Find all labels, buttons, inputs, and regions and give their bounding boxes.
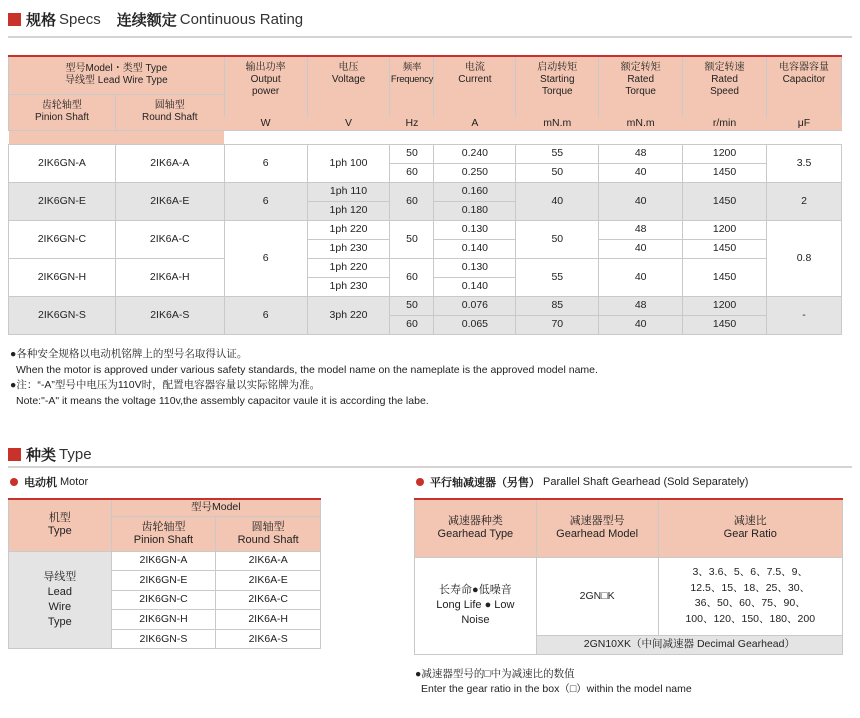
gearhead-label — [416, 474, 748, 490]
header-current-cn: 电流 — [464, 62, 485, 73]
frequency: 50 — [390, 220, 434, 258]
model-pinion: 2IK6GN-A — [111, 551, 216, 571]
voltage: 1ph 120 — [307, 201, 390, 220]
rated-torque: 40 — [599, 258, 683, 296]
rated-speed: 1450 — [683, 315, 767, 334]
current: 0.076 — [434, 296, 516, 315]
gear-ratio-line: 100、120、150、180、200 — [685, 612, 816, 625]
header-pinion-cn: 齿轮轴型 — [141, 520, 186, 533]
rated-torque: 48 — [599, 296, 683, 315]
model-pinion: 2IK6GN-S — [111, 629, 216, 649]
table-row — [9, 220, 842, 239]
capacitor: - — [766, 296, 841, 334]
header-voltage-en: Voltage — [331, 74, 366, 85]
header-model-cn: 型号Model・类型 Type — [65, 63, 168, 75]
header-pinion-en: Pinion Shaft — [34, 112, 89, 123]
model-pinion: 2IK6GN-A — [9, 144, 116, 182]
type-title-en: Type — [59, 446, 92, 463]
current: 0.250 — [434, 163, 516, 182]
type-en-3: Type — [47, 615, 72, 628]
voltage: 1ph 100 — [307, 144, 390, 182]
specs-heading — [8, 9, 303, 30]
gear-type-en-1: Long Life ● Low — [436, 599, 515, 611]
rated-speed: 1450 — [683, 239, 767, 258]
unit-rtorque: mN.m — [599, 116, 683, 130]
note-2-cn: ●注：“-A”型号中电压为110V时，配置电容器容量以实际铭牌为准。 — [10, 379, 321, 391]
voltage: 1ph 220 — [307, 258, 390, 277]
frequency: 60 — [390, 163, 434, 182]
header-round-en: Round Shaft — [141, 112, 198, 123]
starting-torque: 40 — [516, 182, 599, 220]
table-row — [9, 258, 842, 277]
motor-type-table — [8, 498, 321, 649]
model-pinion: 2IK6GN-C — [9, 220, 116, 258]
voltage: 1ph 220 — [307, 220, 390, 239]
model-round: 2IK6A-C — [216, 590, 321, 610]
specs-notes — [10, 347, 598, 409]
starting-torque: 55 — [516, 144, 599, 163]
frequency: 50 — [390, 296, 434, 315]
rated-torque: 40 — [599, 182, 683, 220]
frequency: 60 — [390, 182, 434, 220]
header-gear-model-cn: 减速器型号 — [569, 515, 625, 528]
rated-speed: 1450 — [683, 182, 767, 220]
gear-ratio-line: 3、3.6、5、6、7.5、9、 — [692, 566, 809, 578]
rated-torque: 40 — [599, 239, 683, 258]
model-round: 2IK6A-A — [115, 144, 224, 182]
frequency: 50 — [390, 144, 434, 163]
header-model-en: 导线型 Lead Wire Type — [65, 75, 168, 87]
header-rspeed-en1: Rated — [711, 74, 738, 85]
current: 0.065 — [434, 315, 516, 334]
current: 0.130 — [434, 258, 516, 277]
capacitor: 2 — [766, 182, 841, 220]
frequency: 60 — [390, 315, 434, 334]
decimal-gearhead: 2GN10XK（中间减速器 Decimal Gearhead） — [536, 635, 842, 654]
table-row — [415, 557, 843, 635]
output-power: 6 — [224, 296, 307, 334]
header-start-en1: Starting — [540, 74, 575, 85]
unit-rspeed: r/min — [683, 116, 767, 130]
header-rspeed-cn: 额定转速 — [704, 62, 745, 73]
model-round: 2IK6A-A — [216, 551, 321, 571]
capacitor: 3.5 — [766, 144, 841, 182]
starting-torque: 55 — [516, 258, 599, 296]
header-cap-cn: 电容器容量 — [778, 62, 829, 73]
starting-torque: 85 — [516, 296, 599, 315]
model-pinion: 2IK6GN-C — [111, 590, 216, 610]
header-gear-ratio-en: Gear Ratio — [723, 528, 777, 541]
frequency: 60 — [390, 258, 434, 296]
starting-torque: 50 — [516, 163, 599, 182]
rated-torque: 48 — [599, 144, 683, 163]
unit-hz: Hz — [390, 116, 434, 130]
header-rspeed-en2: Speed — [710, 86, 739, 97]
model-round: 2IK6A-E — [115, 182, 224, 220]
header-output-en2: power — [252, 86, 280, 97]
section-divider — [8, 36, 852, 38]
model-round: 2IK6A-S — [115, 296, 224, 334]
header-rtorque-en1: Rated — [627, 74, 655, 85]
current: 0.140 — [434, 277, 516, 296]
model-pinion: 2IK6GN-E — [111, 571, 216, 591]
header-start-cn: 启动转矩 — [537, 62, 578, 73]
gear-model: 2GN□K — [536, 557, 658, 635]
voltage: 1ph 110 — [307, 182, 390, 201]
bullet-dot-icon — [10, 478, 18, 486]
header-current-en: Current — [458, 74, 492, 85]
header-type-cn: 机型 — [48, 512, 71, 525]
type-en-2: Wire — [48, 600, 72, 613]
note-1-cn: ●各种安全规格以电动机铭牌上的型号名取得认证。 — [10, 348, 248, 360]
gearhead-table — [414, 498, 843, 655]
table-row — [9, 182, 842, 201]
header-start-en2: Torque — [542, 86, 573, 97]
starting-torque: 50 — [516, 220, 599, 258]
current: 0.180 — [434, 201, 516, 220]
rated-speed: 1200 — [683, 220, 767, 239]
section-marker-icon — [8, 13, 21, 26]
gearhead-label-cn: 平行轴减速器（另售） — [430, 477, 540, 489]
table-row — [9, 551, 321, 571]
current: 0.130 — [434, 220, 516, 239]
current: 0.240 — [434, 144, 516, 163]
capacitor: 0.8 — [766, 220, 841, 296]
output-power: 6 — [224, 182, 307, 220]
header-type-en: Type — [47, 525, 72, 538]
header-freq-en: Frequency — [390, 74, 434, 85]
gear-ratio-note — [415, 667, 692, 697]
model-round: 2IK6A-C — [115, 220, 224, 258]
gear-type-cn: 长寿命●低噪音 — [439, 584, 512, 596]
gear-ratio-line: 12.5、15、18、25、30、 — [690, 581, 811, 594]
rated-speed: 1200 — [683, 296, 767, 315]
note-1-en: When the motor is approved under various safety standards, the model name on the nameplate is the approved model name. — [16, 363, 598, 376]
header-gear-type-cn: 减速器种类 — [447, 515, 503, 528]
unit-start: mN.m — [516, 116, 599, 130]
voltage: 1ph 230 — [307, 277, 390, 296]
table-row — [9, 296, 842, 315]
specs-subtitle-en: Continuous Rating — [179, 11, 304, 28]
specs-table — [8, 55, 842, 335]
model-round: 2IK6A-H — [115, 258, 224, 296]
unit-cap: μF — [766, 116, 841, 130]
motor-label-cn: 电动机 — [24, 477, 57, 489]
header-output-cn: 输出功率 — [245, 62, 286, 73]
unit-a: A — [434, 116, 516, 130]
type-heading — [8, 444, 92, 465]
header-round-cn: 圆轴型 — [154, 100, 185, 111]
model-round: 2IK6A-H — [216, 610, 321, 630]
output-power: 6 — [224, 144, 307, 182]
specs-subtitle-cn: 连续额定 — [116, 12, 177, 29]
model-round: 2IK6A-E — [216, 571, 321, 591]
header-rtorque-en2: Torque — [625, 86, 656, 97]
rated-speed: 1200 — [683, 144, 767, 163]
motor-label — [10, 474, 88, 490]
section-divider — [8, 466, 852, 468]
table-row — [9, 144, 842, 163]
header-voltage-cn: 电压 — [338, 62, 359, 73]
rated-torque: 48 — [599, 220, 683, 239]
voltage: 1ph 230 — [307, 239, 390, 258]
model-pinion: 2IK6GN-H — [9, 258, 116, 296]
header-cap-en: Capacitor — [782, 74, 826, 85]
bullet-dot-icon — [416, 478, 424, 486]
header-gear-ratio-cn: 减速比 — [733, 515, 767, 528]
note-2-en: Note:"-A" it means the voltage 110v,the assembly capacitor vaule it is according the labe. — [16, 394, 429, 407]
unit-w: W — [224, 116, 307, 130]
header-gear-type-en: Gearhead Type — [437, 528, 514, 541]
header-round-cn: 圆轴型 — [251, 520, 285, 533]
header-rtorque-cn: 额定转矩 — [620, 62, 661, 73]
unit-v: V — [307, 116, 390, 130]
header-model: 型号Model — [111, 499, 320, 516]
current: 0.140 — [434, 239, 516, 258]
header-pinion-cn: 齿轮轴型 — [41, 100, 82, 111]
gearhead-label-en: Parallel Shaft Gearhead (Sold Separately) — [543, 476, 749, 488]
gear-ratio-note-cn: ●减速器型号的□中为减速比的数值 — [415, 668, 575, 680]
model-pinion: 2IK6GN-S — [9, 296, 116, 334]
header-gear-model-en: Gearhead Model — [556, 528, 639, 541]
voltage: 3ph 220 — [307, 296, 390, 334]
header-freq-cn: 频率 — [402, 62, 422, 73]
type-cn: 导线型 — [43, 570, 77, 583]
model-pinion: 2IK6GN-E — [9, 182, 116, 220]
current: 0.160 — [434, 182, 516, 201]
rated-speed: 1450 — [683, 258, 767, 296]
gear-ratio-note-en: Enter the gear ratio in the box（□）within the model name — [421, 683, 692, 695]
header-round-en: Round Shaft — [237, 533, 299, 546]
rated-torque: 40 — [599, 163, 683, 182]
gear-type-en-2: Noise — [461, 614, 490, 626]
model-pinion: 2IK6GN-H — [111, 610, 216, 630]
specs-title-en: Specs — [59, 11, 101, 28]
section-marker-icon — [8, 448, 21, 461]
gear-ratio-line: 36、50、60、75、90、 — [694, 597, 806, 609]
type-en-1: Lead — [47, 585, 73, 598]
motor-label-en: Motor — [60, 476, 89, 488]
starting-torque: 70 — [516, 315, 599, 334]
rated-torque: 40 — [599, 315, 683, 334]
header-pinion-en: Pinion Shaft — [133, 533, 194, 546]
type-title-cn: 种类 — [26, 447, 57, 464]
output-power: 6 — [224, 220, 307, 296]
model-round: 2IK6A-S — [216, 629, 321, 649]
header-output-en1: Output — [250, 74, 281, 85]
specs-title-cn: 规格 — [26, 12, 57, 29]
rated-speed: 1450 — [683, 163, 767, 182]
